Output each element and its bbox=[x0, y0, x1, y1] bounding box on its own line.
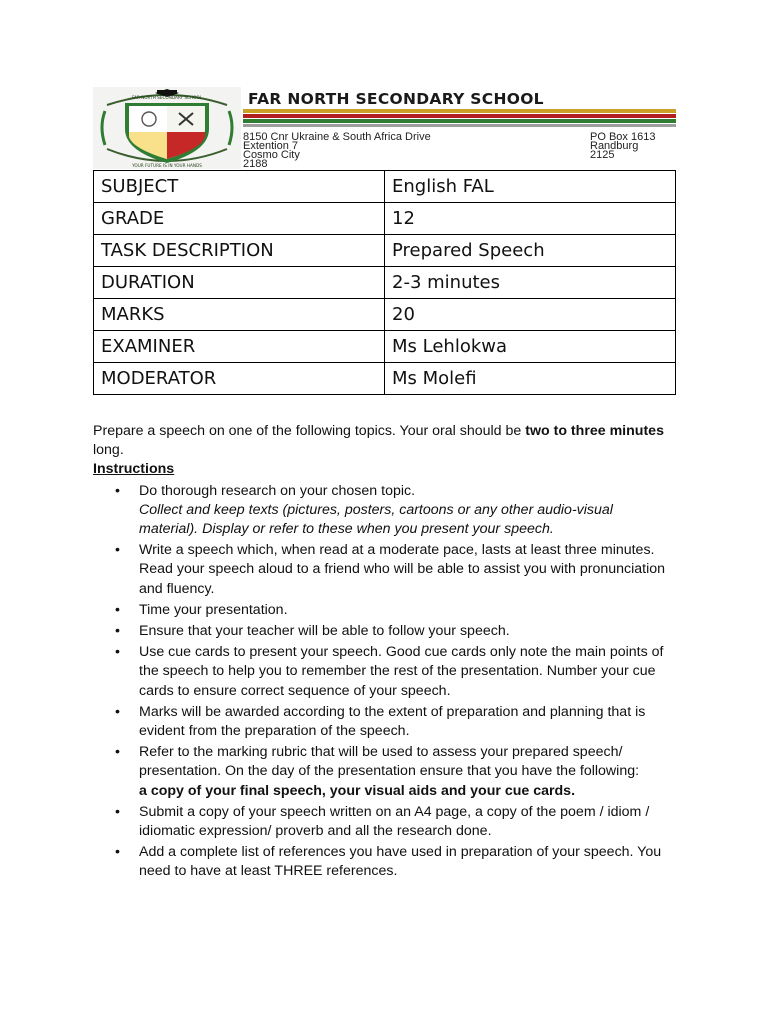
task-content bbox=[93, 422, 673, 882]
address-line: PO Box 1613 bbox=[590, 131, 656, 143]
list-item bbox=[93, 601, 673, 620]
instruction-text: Submit a copy of your speech written on an A4 page, a copy of the poem / idiom / idiomatic expression/ proverb and all the research done. bbox=[139, 803, 650, 840]
list-item bbox=[93, 743, 673, 801]
crest-motto-text: YOUR FUTURE IS IN YOUR HANDS bbox=[132, 163, 202, 168]
instruction-text: Marks will be awarded according to the extent of preparation and planning that is evident from the preparation of the speech. bbox=[139, 703, 646, 740]
address-line: Randburg bbox=[590, 140, 639, 152]
table-row bbox=[94, 299, 676, 331]
table-row bbox=[94, 203, 676, 235]
bullet-icon: • bbox=[115, 644, 120, 661]
intro-paragraph bbox=[93, 422, 673, 460]
instruction-text: Do thorough research on your chosen topic. bbox=[139, 482, 416, 499]
address-line: 2125 bbox=[590, 149, 615, 161]
letterhead bbox=[93, 87, 676, 169]
bullet-icon: • bbox=[115, 542, 120, 559]
table-row bbox=[94, 331, 676, 363]
task-info-table bbox=[93, 170, 676, 395]
row-value: English FAL bbox=[385, 171, 676, 203]
school-crest-logo bbox=[93, 87, 241, 169]
table-row bbox=[94, 267, 676, 299]
letterhead-stripe-red bbox=[243, 114, 676, 118]
list-item bbox=[93, 482, 673, 540]
crest-top-text: FAR NORTH SECONDARY SCHOOL bbox=[131, 95, 203, 100]
row-label: GRADE bbox=[94, 203, 385, 235]
row-label: MODERATOR bbox=[94, 363, 385, 395]
intro-bold-text: two to three minutes bbox=[525, 423, 664, 439]
instruction-text: Time your presentation. bbox=[139, 601, 288, 618]
bullet-icon: • bbox=[115, 703, 120, 720]
row-value: 20 bbox=[385, 299, 676, 331]
letterhead-stripe-gold bbox=[243, 109, 676, 113]
table-row bbox=[94, 171, 676, 203]
address-line: Cosmo City bbox=[243, 149, 300, 161]
intro-text-end: long. bbox=[93, 442, 124, 459]
instruction-text: Write a speech which, when read at a moderate pace, lasts at least three minutes. Read your speech aloud to a friend who will be able to assist you with pronunciation and fluency. bbox=[139, 542, 666, 597]
address-line: 8150 Cnr Ukraine & South Africa Drive bbox=[243, 131, 431, 143]
instruction-text: Add a complete list of references you have used in preparation of your speech. You need to have at least THREE references. bbox=[139, 844, 662, 880]
bullet-icon: • bbox=[115, 623, 120, 640]
intro-text: Prepare a speech on one of the following topics. Your oral should be bbox=[93, 423, 526, 439]
row-value: Prepared Speech bbox=[385, 235, 676, 267]
instruction-text: Use cue cards to present your speech. Good cue cards only note the main points of the speech to help you to remember the rest of the presentation. Number your cue cards to ensure correct sequence of your speech. bbox=[139, 644, 664, 699]
row-value: Ms Molefi bbox=[385, 363, 676, 395]
row-label: DURATION bbox=[94, 267, 385, 299]
bullet-icon: • bbox=[115, 803, 120, 820]
instruction-text: Refer to the marking rubric that will be used to assess your prepared speech/ presentation. On the day of the presentation ensure that you have the following: bbox=[139, 744, 640, 780]
instruction-text: Ensure that your teacher will be able to follow your speech. bbox=[139, 623, 510, 640]
bullet-icon: • bbox=[115, 601, 120, 618]
address-left bbox=[243, 133, 431, 169]
instruction-bold-note: a copy of your final speech, your visual aids and your cue cards. bbox=[139, 782, 576, 799]
row-label: EXAMINER bbox=[94, 331, 385, 363]
list-item bbox=[93, 843, 673, 881]
letterhead-stripe-green bbox=[243, 119, 676, 123]
list-item bbox=[93, 622, 673, 641]
row-label: SUBJECT bbox=[94, 171, 385, 203]
address-line: Extention 7 bbox=[243, 140, 299, 152]
table-row bbox=[94, 363, 676, 395]
letterhead-stripe-grey bbox=[243, 124, 676, 127]
row-label: TASK DESCRIPTION bbox=[94, 235, 385, 267]
list-item bbox=[93, 541, 673, 599]
list-item bbox=[93, 643, 673, 701]
table-row bbox=[94, 235, 676, 267]
row-value: 2-3 minutes bbox=[385, 267, 676, 299]
instructions-list bbox=[93, 482, 673, 882]
row-value: 12 bbox=[385, 203, 676, 235]
bullet-icon: • bbox=[115, 482, 120, 499]
bullet-icon: • bbox=[115, 744, 120, 761]
row-value: Ms Lehlokwa bbox=[385, 331, 676, 363]
school-name: FAR NORTH SECONDARY SCHOOL bbox=[248, 90, 544, 108]
bullet-icon: • bbox=[115, 844, 120, 861]
address-line: 2188 bbox=[243, 158, 268, 170]
list-item bbox=[93, 803, 673, 841]
instructions-heading: Instructions bbox=[93, 461, 175, 478]
row-label: MARKS bbox=[94, 299, 385, 331]
list-item bbox=[93, 703, 673, 741]
instruction-italic-note: Collect and keep texts (pictures, posters, cartoons or any other audio-visual material). Display or refer to these when you present your speech. bbox=[139, 501, 613, 538]
address-right bbox=[590, 133, 655, 160]
